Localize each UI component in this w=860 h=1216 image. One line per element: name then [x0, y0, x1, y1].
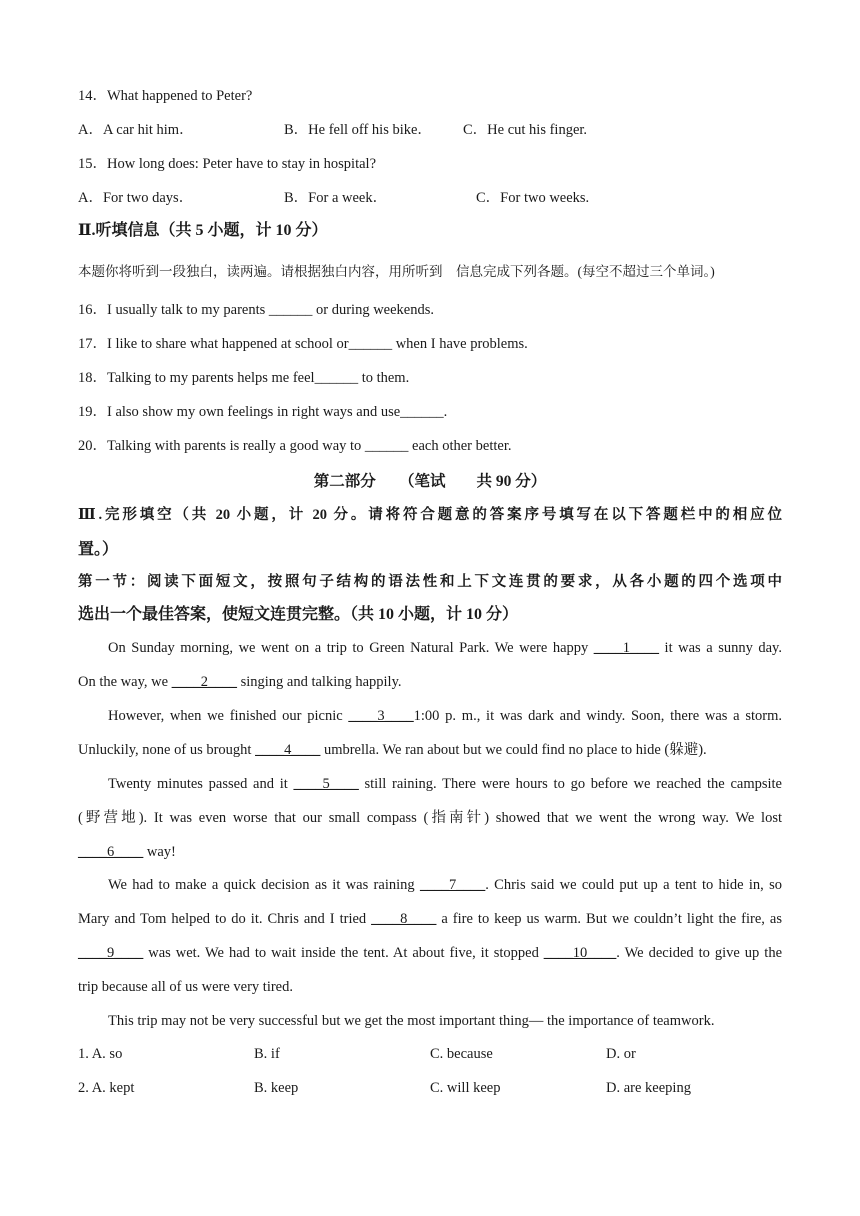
section-2-instructions: 本题你将听到一段独白，读两遍。请根据独白内容，用所听到 信息完成下列各题。(每空不超过三个单词。) — [78, 264, 715, 279]
paragraph-4-line4: trip because all of us were very tired. — [78, 979, 293, 995]
blank-3: ____3____ — [348, 708, 414, 724]
question-16: 16．I usually talk to my parents ______ or during weekends. — [78, 302, 434, 318]
answer-2-option-b: B. keep — [254, 1080, 299, 1096]
paragraph-4-line2: Mary and Tom helped to do it. Chris and I tried ____8____ a fire to keep us warm. But we couldn’t light the fire, as — [78, 911, 782, 927]
answer-2-option-a: 2. A. kept — [78, 1080, 135, 1096]
q14-option-c: C．He cut his finger. — [463, 122, 588, 138]
paragraph-2-line1: However, when we finished our picnic ____3____1:00 p. m., it was dark and windy. Soon, there was a storm. — [108, 708, 782, 724]
question-14: 14．What happened to Peter? — [78, 88, 253, 104]
paragraph-2-line2: Unluckily, none of us brought ____4____ umbrella. We ran about but we could find no place to hide (躲避). — [78, 742, 707, 758]
paragraph-3-line2: (野营地). It was even worse that our small compass (指南针) showed that we went the wrong way. We lost — [78, 810, 782, 826]
q14-option-b: B．He fell off his bike． — [284, 122, 432, 138]
q14-option-a: A．A car hit him． — [78, 122, 194, 138]
paragraph-5: This trip may not be very successful but we get the most important thing— the importance of teamwork. — [108, 1013, 715, 1029]
subsection-1-heading-line2: 选出一个最佳答案，使短文连贯完整。（共 10 小题，计 10 分） — [78, 606, 519, 623]
subsection-1-heading-line1: 第一节：阅读下面短文，按照句子结构的语法性和上下文连贯的要求，从各小题的四个选项中 — [78, 574, 782, 590]
answer-2-option-c: C. will keep — [430, 1080, 501, 1096]
q15-option-b: B．For a week． — [284, 190, 388, 206]
question-18: 18．Talking to my parents helps me feel______ to them. — [78, 370, 410, 386]
blank-10: ____10____ — [543, 945, 617, 961]
blank-9: ____9____ — [78, 945, 144, 961]
blank-8: ____8____ — [371, 911, 437, 927]
paragraph-3-line1: Twenty minutes passed and it ____5____ still raining. There were hours to go before we reached the campsite — [108, 776, 782, 792]
answer-1-option-b: B. if — [254, 1046, 280, 1062]
paragraph-4-line1: We had to make a quick decision as it was raining ____7____. Chris said we could put up a tent to hide in, so — [108, 877, 782, 893]
part-2-title: 第二部分 （笔试 共 90 分） — [313, 473, 547, 490]
question-19: 19．I also show my own feelings in right ways and use______. — [78, 404, 448, 420]
section-3-heading-line1: Ⅲ.完形填空（共 20 小题，计 20 分。请将符合题意的答案序号填写在以下答题栏中的相应位 — [78, 507, 782, 523]
paragraph-3-line3: ____6____ way! — [78, 844, 176, 860]
blank-4: ____4____ — [255, 742, 321, 758]
blank-2: ____2____ — [171, 674, 237, 690]
question-17: 17．I like to share what happened at school or______ when I have problems. — [78, 336, 528, 352]
answer-1-option-d: D. or — [606, 1046, 636, 1062]
paragraph-4-line3: ____9____ was wet. We had to wait inside the tent. At about five, it stopped ____10____. We decided to give up the — [78, 945, 782, 961]
question-15: 15．How long does: Peter have to stay in hospital? — [78, 156, 377, 172]
blank-6: ____6____ — [78, 844, 144, 860]
blank-7: ____7____ — [419, 877, 486, 893]
section-3-heading-line2: 置。） — [78, 541, 119, 558]
question-20: 20．Talking with parents is really a good way to ______ each other better. — [78, 438, 512, 454]
blank-1: ____1____ — [593, 640, 660, 656]
blank-5: ____5____ — [293, 776, 359, 792]
answer-1-option-c: C. because — [430, 1046, 493, 1062]
answer-2-option-d: D. are keeping — [606, 1080, 691, 1096]
paragraph-1-line2: On the way, we ____2____ singing and talking happily. — [78, 674, 402, 690]
q15-option-a: A．For two days． — [78, 190, 194, 206]
section-2-heading: Ⅱ.听填信息（共 5 小题，计 10 分） — [78, 222, 328, 239]
paragraph-1-line1: On Sunday morning, we went on a trip to Green Natural Park. We were happy ____1____ it was a sunny day. — [108, 640, 782, 656]
q15-option-c: C．For two weeks. — [476, 190, 590, 206]
answer-1-option-a: 1. A. so — [78, 1046, 123, 1062]
